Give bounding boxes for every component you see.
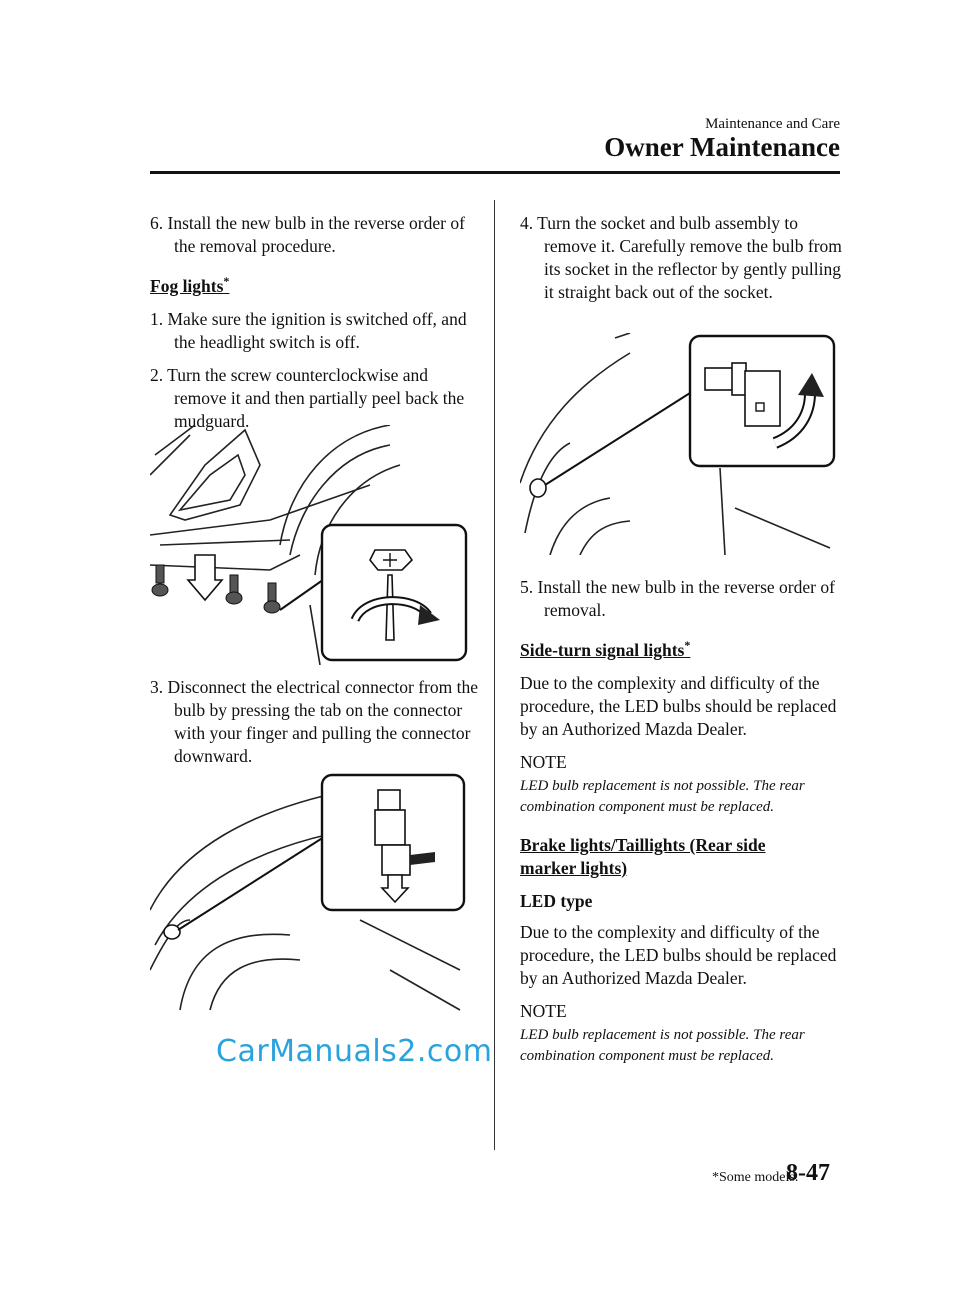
step-5: 5. Install the new bulb in the reverse order of removal.: [520, 577, 835, 620]
right-column-top: [520, 212, 845, 314]
some-models-footnote: *Some models.: [712, 1170, 799, 1185]
connector-disconnect-illustration: [150, 770, 470, 1015]
left-column-step3: [150, 676, 480, 778]
brake-heading-line2: marker lights): [520, 857, 628, 878]
right-column-bottom: [520, 576, 845, 1077]
page-number: 8-47: [786, 1160, 830, 1186]
step-2: 2. Turn the screw counterclockwise and remove it and then partially peel back the mudguard.: [150, 364, 465, 431]
fog-lights-heading: [150, 270, 480, 298]
note-label: NOTE: [520, 751, 567, 772]
column-divider: [494, 200, 495, 1150]
note-label-2: NOTE: [520, 1000, 567, 1021]
side-turn-note: LED bulb replacement is not possible. The rear combination component must be replaced.: [520, 777, 805, 815]
step-4: 4. Turn the socket and bulb assembly to remove it. Carefully remove the bulb from its socket in the reflector by gently pulling it straight back out of the socket.: [520, 213, 842, 302]
led-type-subheading: LED type: [520, 890, 593, 911]
brake-lights-heading: [520, 834, 845, 880]
side-turn-text: Due to the complexity and difficulty of the procedure, the LED bulbs should be replaced by an Authorized Mazda Dealer.: [520, 672, 837, 739]
side-turn-heading: [520, 634, 845, 662]
step-6: 6. Install the new bulb in the reverse order of the removal procedure.: [150, 213, 465, 256]
asterisk-marker: *: [684, 638, 691, 652]
watermark: CarManuals2.com: [216, 1034, 493, 1069]
fog-lights-heading-text: Fog lights: [150, 275, 224, 296]
section-title: Maintenance and Care: [705, 116, 840, 132]
brake-lights-note: LED bulb replacement is not possible. The rear combination component must be replaced.: [520, 1026, 805, 1064]
step-3: 3. Disconnect the electrical connector from the bulb by pressing the tab on the connector with your finger and pulling the connector downward.: [150, 677, 478, 766]
asterisk-marker: *: [223, 274, 230, 288]
side-turn-heading-text: Side-turn signal lights: [520, 639, 685, 660]
left-column-top: [150, 212, 480, 443]
brake-heading-line1: Brake lights/Taillights (Rear side: [520, 834, 766, 855]
brake-lights-text: Due to the complexity and difficulty of the procedure, the LED bulbs should be replaced by an Authorized Mazda Dealer.: [520, 921, 837, 988]
step-1: 1. Make sure the ignition is switched off, and the headlight switch is off.: [150, 308, 467, 352]
mudguard-screw-illustration: [150, 425, 470, 665]
socket-turn-illustration: [520, 333, 840, 555]
header-rule: [150, 171, 840, 174]
chapter-title: Owner Maintenance: [604, 132, 840, 162]
